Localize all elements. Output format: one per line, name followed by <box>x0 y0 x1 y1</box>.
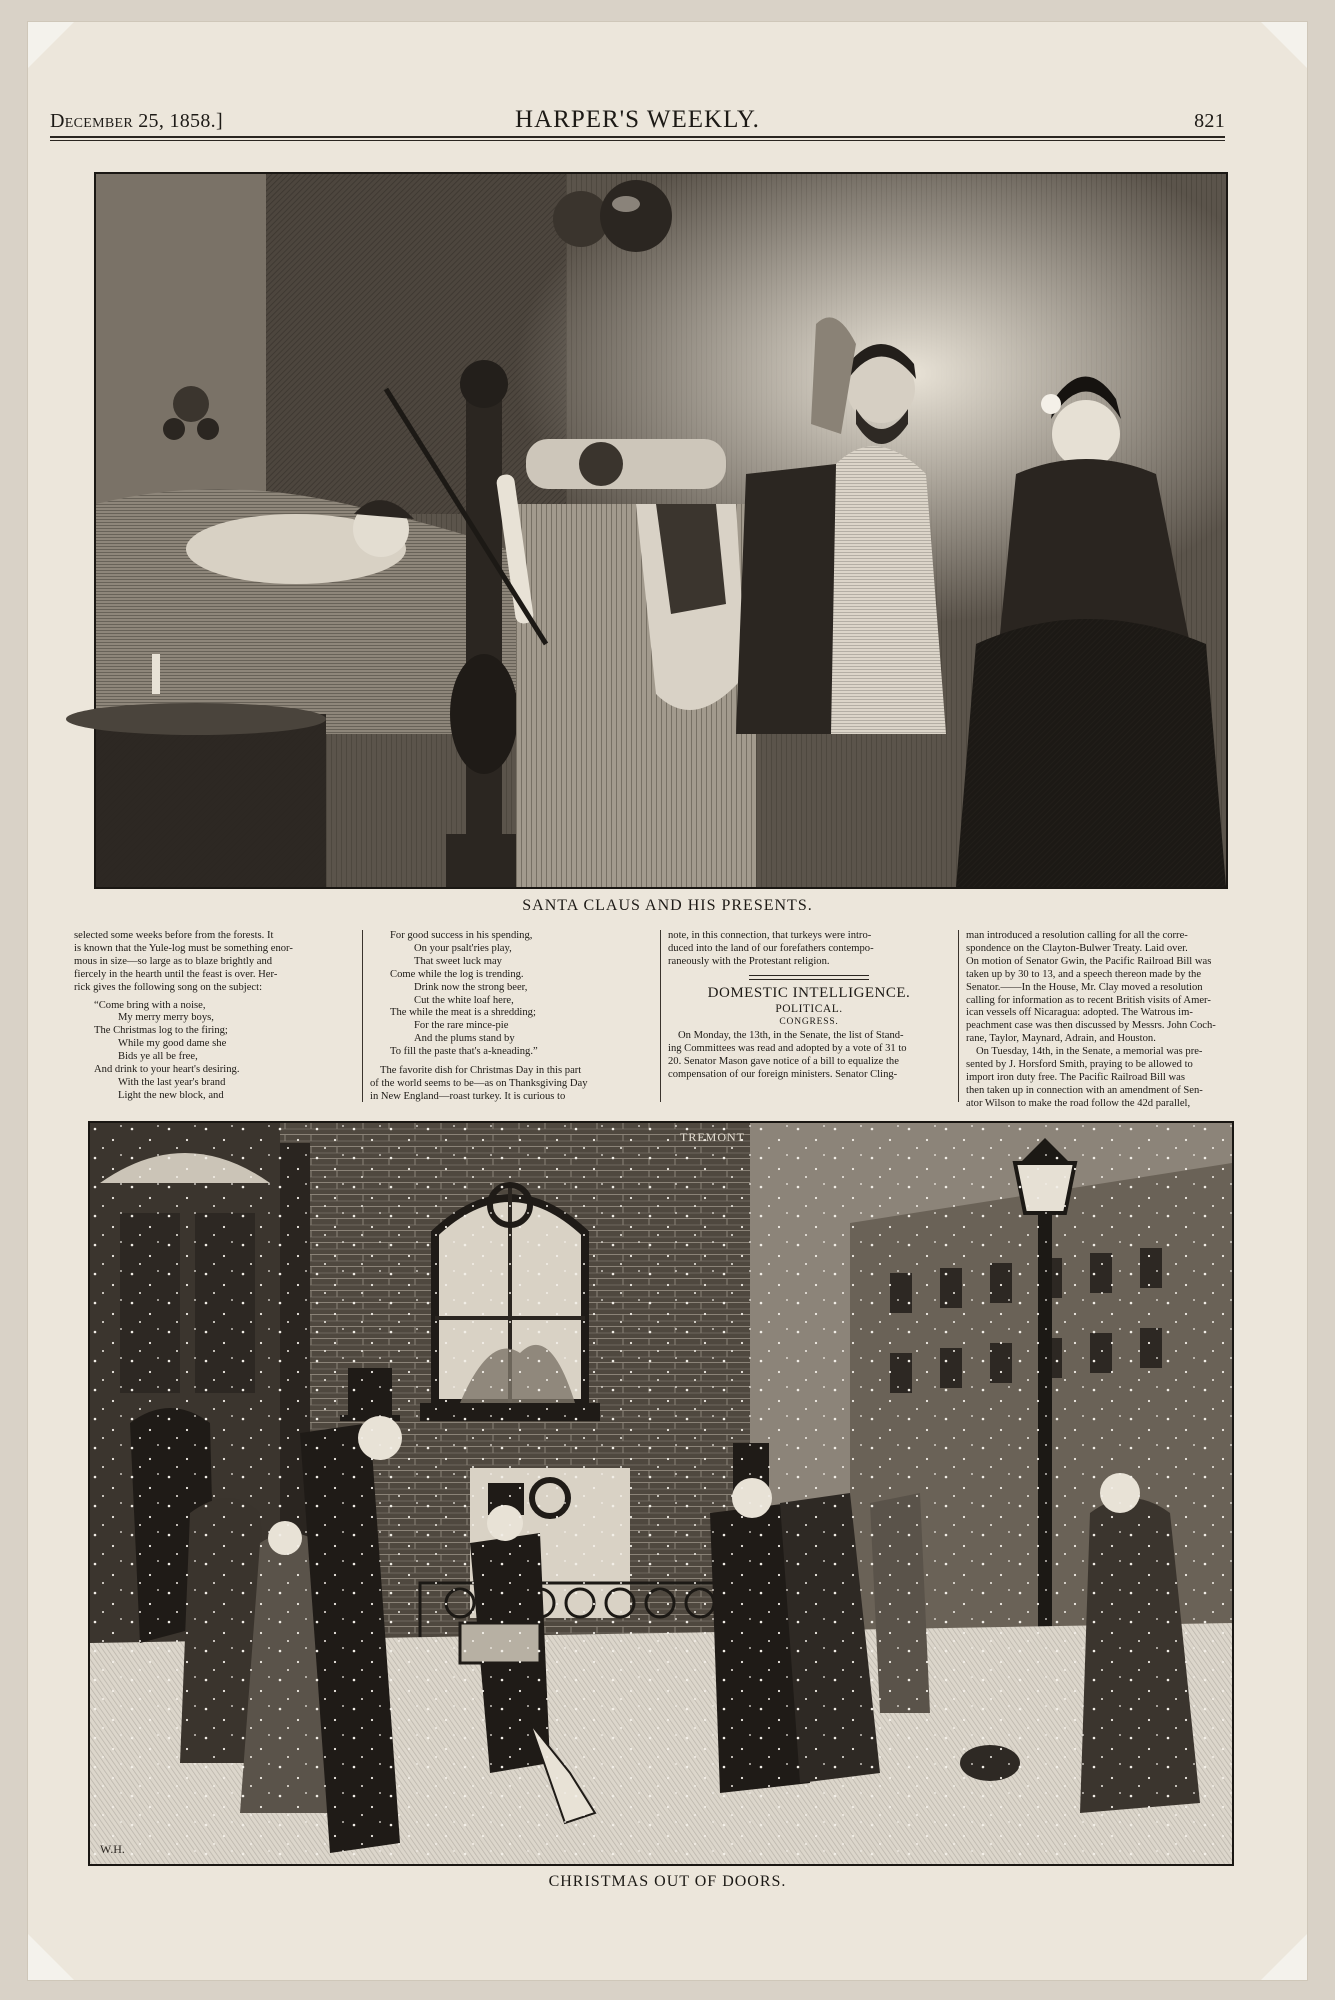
page-number: 821 <box>1194 110 1225 132</box>
section-heading: DOMESTIC INTELLIGENCE. <box>707 984 911 1001</box>
verse-line: For the rare mince-pie <box>414 1020 509 1032</box>
text-columns <box>74 930 1244 1109</box>
text-line: selected some weeks before from the forests. It <box>74 930 274 941</box>
text-line: On Tuesday, 14th, in the Senate, a memorial was pre- <box>976 1046 1203 1058</box>
text-line: On motion of Senator Gwin, the Pacific Railroad Bill was <box>966 955 1212 967</box>
text-line: On Monday, the 13th, in the Senate, the list of Stand- <box>678 1030 904 1042</box>
text-line: of the world seems to be—as on Thanksgiving Day <box>370 1077 588 1089</box>
text-line: raneously with the Protestant religion. <box>668 955 830 967</box>
verse-line: To fill the paste that's a-kneading.” <box>390 1046 538 1058</box>
verse-line: With the last year's brand <box>118 1076 226 1088</box>
text-line: ator Wilson to make the road follow the 42d parallel, <box>966 1097 1191 1109</box>
verse-line: And drink to your heart's desiring. <box>94 1064 240 1076</box>
engraving-santa-claus <box>94 172 1228 889</box>
header-rule-thin <box>50 140 1225 141</box>
engraving-christmas-out-of-doors <box>88 1121 1234 1866</box>
verse-line: While my good dame she <box>118 1038 227 1050</box>
text-line: taken up by 30 to 13, and a speech thereon made by the <box>966 968 1202 980</box>
text-line: The favorite dish for Christmas Day in this part <box>380 1065 582 1077</box>
column-3 <box>668 930 950 1102</box>
verse-line: For good success in his spending, <box>390 930 533 941</box>
verse-line: On your psalt'ries play, <box>414 942 512 954</box>
header-rule <box>50 136 1225 138</box>
text-line: in New England—roast turkey. It is curious to <box>370 1090 566 1102</box>
text-line: peachment case was then discussed by Messrs. John Coch- <box>966 1020 1216 1032</box>
text-line: 20. Senator Mason gave notice of a bill to equalize the <box>668 1056 899 1068</box>
mount-corner <box>28 1934 74 1980</box>
verse-line: “Come bring with a noise, <box>94 999 206 1011</box>
column-4 <box>966 930 1246 1109</box>
verse-line: Drink now the strong beer, <box>414 981 528 993</box>
verse-line: The while the meat is a shredding; <box>390 1007 536 1019</box>
issue-date: December 25, 1858.] <box>50 110 223 132</box>
text-line: spondence on the Clayton-Bulwer Treaty. Laid over. <box>966 942 1188 954</box>
section-subheading: POLITICAL. <box>775 1002 843 1015</box>
text-line: Senator.——In the House, Mr. Clay moved a resolution <box>966 981 1203 993</box>
verse-line: And the plums stand by <box>414 1033 515 1045</box>
text-line: rick gives the following song on the subject: <box>74 981 263 993</box>
column-divider <box>362 930 363 1102</box>
text-line: ing Committees was read and adopted by a vote of 31 to <box>668 1043 907 1055</box>
engraving-christmas-art <box>90 1123 1232 1864</box>
column-divider <box>660 930 661 1102</box>
text-line: note, in this connection, that turkeys were intro- <box>668 930 872 941</box>
text-line: calling for information as to recent British visits of Amer- <box>966 994 1211 1006</box>
page-header <box>50 88 1225 133</box>
text-line: mous in size—so large as to blaze brightly and <box>74 955 273 967</box>
text-line: duced into the land of our forefathers contempo- <box>668 942 874 954</box>
caption-top-engraving: SANTA CLAUS AND HIS PRESENTS. <box>522 897 813 914</box>
caption-bottom-engraving: CHRISTMAS OUT OF DOORS. <box>548 1873 787 1890</box>
column-1 <box>74 930 354 1102</box>
verse-line: Cut the white loaf here, <box>414 994 514 1006</box>
verse-line: Light the new block, and <box>118 1089 224 1101</box>
text-line: ican vessels off Nicaragua: adopted. The Watrous im- <box>966 1007 1193 1019</box>
text-line: sented by J. Horsford Smith, praying to be allowed to <box>966 1059 1193 1071</box>
text-line: compensation of our foreign ministers. Senator Cling- <box>668 1069 898 1081</box>
text-line: then taken up in connection with an amendment of Sen- <box>966 1084 1203 1096</box>
verse-line: My merry merry boys, <box>118 1012 214 1024</box>
text-line: fiercely in the hearth until the feast is over. Her- <box>74 968 278 980</box>
artist-signature: W.H. <box>100 1842 125 1856</box>
column-divider <box>958 930 959 1102</box>
mount-corner <box>28 22 74 68</box>
section-subsubheading: CONGRESS. <box>779 1016 839 1027</box>
mount-corner <box>1261 22 1307 68</box>
text-line: import iron duty free. The Pacific Railroad Bill was <box>966 1071 1185 1083</box>
verse-line: The Christmas log to the firing; <box>94 1025 228 1037</box>
column-2 <box>370 930 652 1102</box>
text-line: man introduced a resolution calling for all the corre- <box>966 930 1188 941</box>
verse-line: That sweet luck may <box>414 955 502 967</box>
masthead-title: HARPER'S WEEKLY. <box>515 106 760 133</box>
verse-line: Bids ye all be free, <box>118 1051 198 1063</box>
text-line: rane, Taylor, Maynard, Adrain, and Houston. <box>966 1033 1156 1045</box>
verse-line: Come while the log is trending. <box>390 968 524 980</box>
section-separator <box>749 975 869 980</box>
mount-corner <box>1261 1934 1307 1980</box>
text-line: is known that the Yule-log must be something enor- <box>74 942 293 954</box>
engraving-santa-claus-art <box>96 174 1226 887</box>
